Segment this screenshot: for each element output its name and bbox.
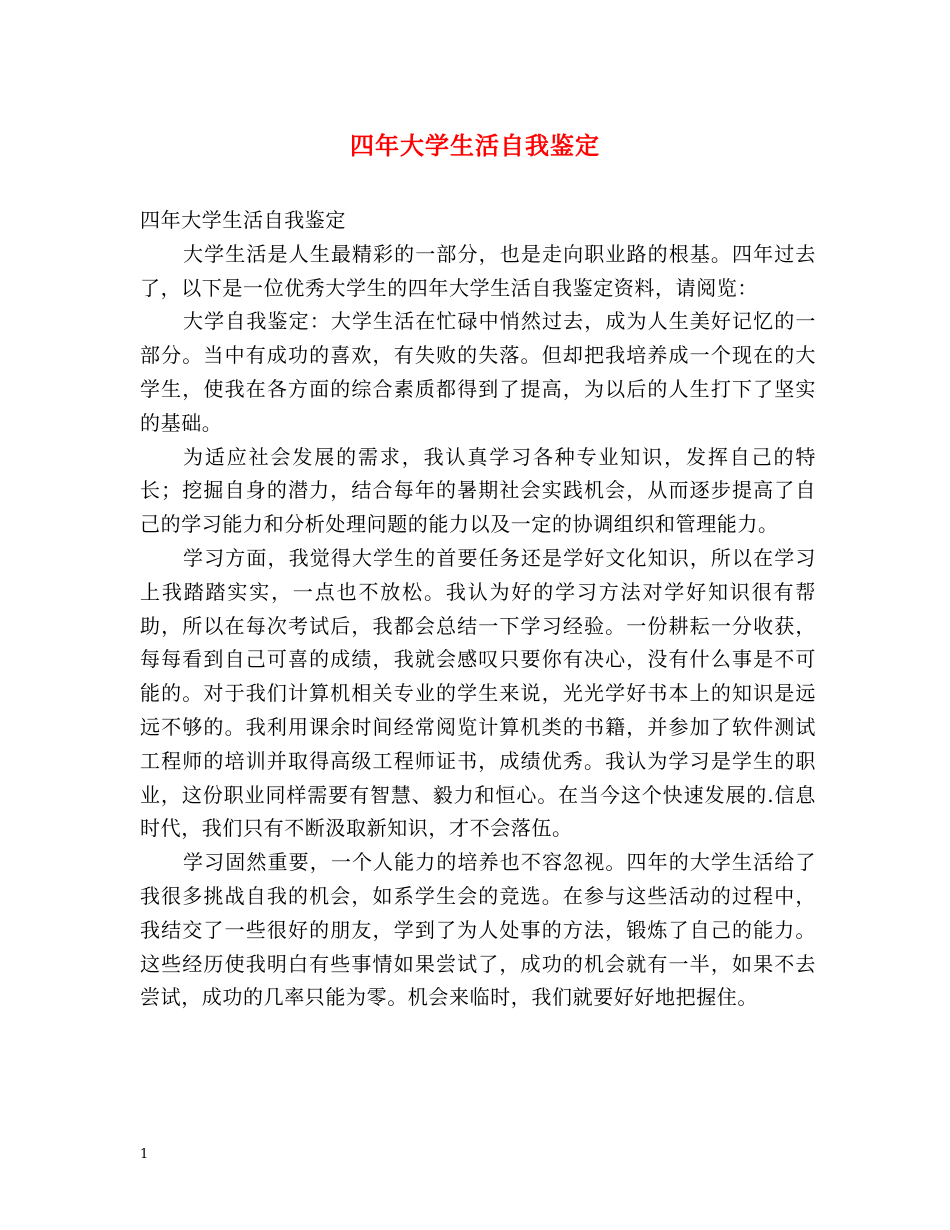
document-subtitle: 四年大学生活自我鉴定 bbox=[140, 208, 346, 232]
paragraph-study: 学习方面，我觉得大学生的首要任务还是学好文化知识，所以在学习上我踏踏实实，一点也不放松。我认为好的学习方法对学好知识很有帮助，所以在每次考试后，我都会总结一下学习经验。一份耕耘一分收获，每每看到自己可喜的成绩，我就会感叹只要你有决心，没有什么事是不可能的。对于我们计算机相关专业的学生来说，光光学好书本上的知识是远远不够的。我利用课余时间经常阅览计算机类的书籍，并参加了软件测试工程师的培训并取得高级工程师证书，成绩优秀。我认为学习是学生的职业，这份职业同样需要有智慧、毅力和恒心。在当今这个快速发展的.信息时代，我们只有不断汲取新知识，才不会落伍。 bbox=[140, 545, 816, 841]
paragraph-intro: 大学生活是人生最精彩的一部分，也是走向职业路的根基。四年过去了，以下是一位优秀大学生的四年大学生活自我鉴定资料，请阅览： bbox=[140, 241, 816, 300]
document-title: 四年大学生活自我鉴定 bbox=[350, 131, 600, 160]
page-number: 1 bbox=[140, 1147, 149, 1162]
paragraph-self-assessment: 大学自我鉴定：大学生活在忙碌中悄然过去，成为人生美好记忆的一部分。当中有成功的喜欢，有失败的失落。但却把我培养成一个现在的大学生，使我在各方面的综合素质都得到了提高，为以后的人生打下了坚实的基础。 bbox=[140, 309, 816, 435]
paragraph-social-development: 为适应社会发展的需求，我认真学习各种专业知识，发挥自己的特长；挖掘自身的潜力，结合每年的暑期社会实践机会，从而逐步提高了自己的学习能力和分析处理问题的能力以及一定的协调组织和管理能力。 bbox=[140, 444, 816, 537]
paragraph-ability: 学习固然重要，一个人能力的培养也不容忽视。四年的大学生活给了我很多挑战自我的机会，如系学生会的竞选。在参与这些活动的过程中，我结交了一些很好的朋友，学到了为人处事的方法，锻炼了自己的能力。这些经历使我明白有些事情如果尝试了，成功的机会就有一半，如果不去尝试，成功的几率只能为零。机会来临时，我们就要好好地把握住。 bbox=[140, 850, 816, 1010]
document-body bbox=[140, 204, 816, 1015]
